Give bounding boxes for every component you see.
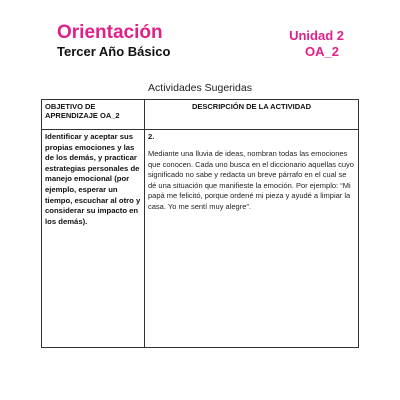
- subject-title: Orientación: [57, 22, 163, 43]
- objective-column-header: OBJETIVO DE APRENDIZAJE OA_2: [42, 100, 145, 130]
- activities-table: [41, 99, 359, 348]
- description-cell: [145, 130, 359, 348]
- objective-cell: [42, 130, 145, 348]
- section-title: Actividades Sugeridas: [148, 82, 252, 94]
- activity-number: 2.: [148, 132, 155, 141]
- activity-description: Mediante una lluvia de ideas, nombran todas las emociones que conocen. Cada uno busca en el diccionario aquellas cuyo significado no sabe y redacta un breve párrafo en el cual se dé una situación que manifieste la emoción. Por ejemplo: “Mi papá me felicitó, porque ordené mi pieza y ayudé a limpiar la casa. Yo me sentí muy alegre”.: [148, 149, 354, 211]
- objective-text: Identificar y aceptar sus propias emociones y las de los demás, y practicar estrategias personales de manejo emocional (por ejemplo, esperar un tiempo, escuchar al otro y considerar su impacto en los demás).: [45, 132, 141, 226]
- table-row: [42, 130, 359, 348]
- unit-label: Unidad 2: [289, 28, 344, 43]
- table-header-row: [42, 100, 359, 130]
- grade-level: Tercer Año Básico: [57, 44, 171, 59]
- objective-code: OA_2: [305, 44, 339, 59]
- description-column-header: DESCRIPCIÓN DE LA ACTIVIDAD: [145, 100, 359, 130]
